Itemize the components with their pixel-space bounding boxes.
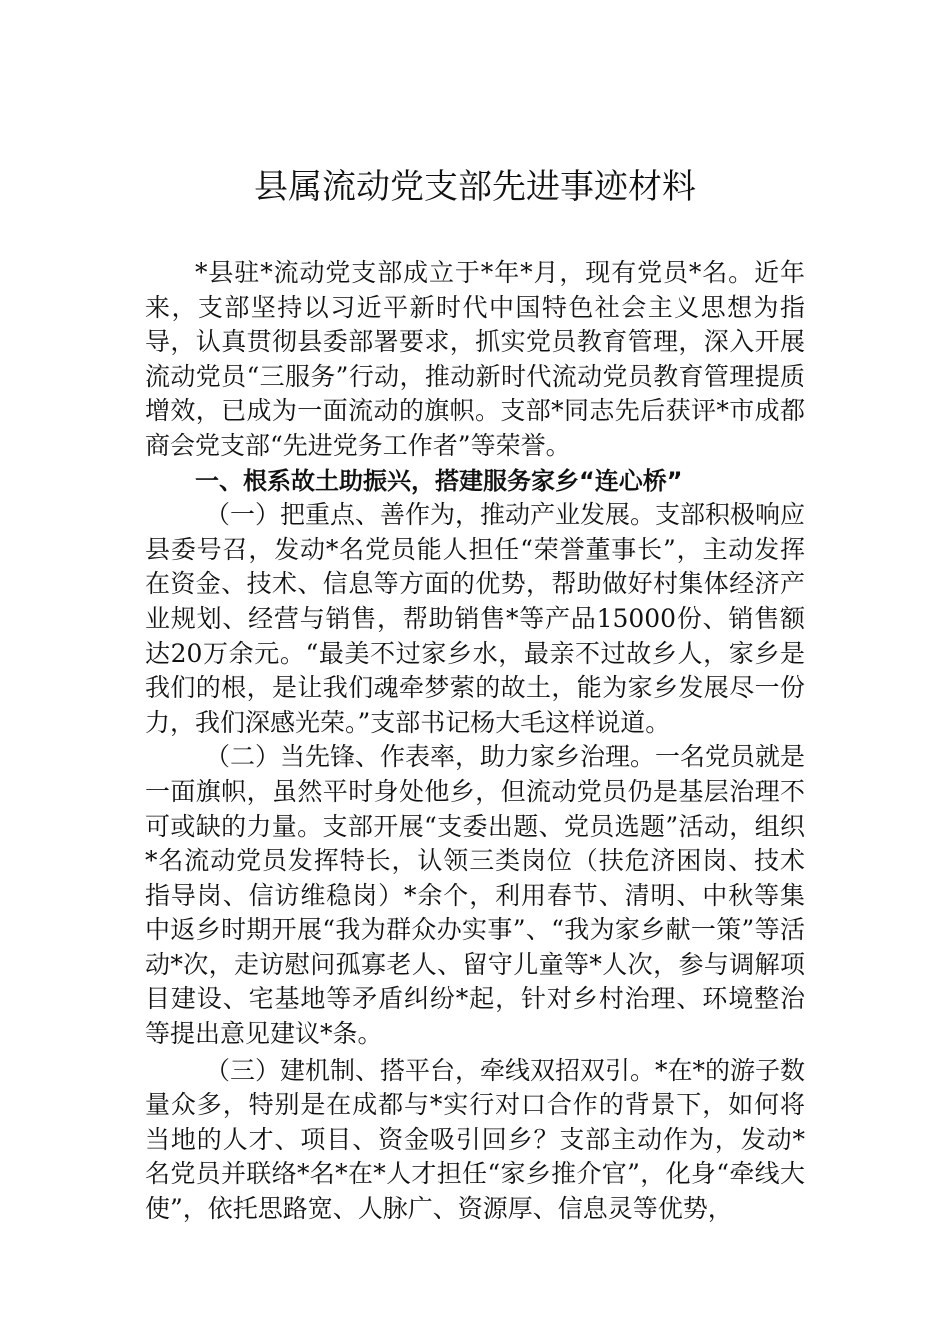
section-heading: 一、根系故土助振兴，搭建服务家乡“连心桥” xyxy=(195,466,683,495)
subsection-paragraph-2: （二）当先锋、作表率，助力家乡治理。一名党员就是一面旗帜，虽然平时身处他乡，但流动党员仍是基层治理不可或缺的力量。支部开展“支委出题、党员选题”活动，组织*名流动党员发挥特长，认领三类岗位（扶危济困岗、技术指导岗、信访维稳岗）*余个，利用春节、清明、中秋等集中返乡时期开展“我为群众办实事”、“我为家乡献一策”等活动*次，走访慰问孤寡老人、留守儿童等*人次，参与调解项目建设、宅基地等矛盾纠纷*起，针对乡村治理、环境整治等提出意见建议*条。 xyxy=(145,742,806,1049)
document-body xyxy=(145,256,805,1227)
subsection-paragraph-3: （三）建机制、搭平台，牵线双招双引。*在*的游子数量众多，特别是在成都与*实行对口合作的背景下，如何将当地的人才、项目、资金吸引回乡？支部主动作为，发动*名党员并联络*名*在*人才担任“家乡推介官”，化身“牵线大使”，依托思路宽、人脉广、资源厚、信息灵等优势， xyxy=(145,1055,806,1224)
intro-paragraph: *县驻*流动党支部成立于*年*月，现有党员*名。近年来，支部坚持以习近平新时代中国特色社会主义思想为指导，认真贯彻县委部署要求，抓实党员教育管理，深入开展流动党员“三服务”行动，推动新时代流动党员教育管理提质增效，已成为一面流动的旗帜。支部*同志先后获评*市成都商会党支部“先进党务工作者”等荣誉。 xyxy=(145,258,805,460)
page-title: 县属流动党支部先进事迹材料 xyxy=(254,167,696,207)
subsection-paragraph-1: （一）把重点、善作为，推动产业发展。支部积极响应县委号召，发动*名党员能人担任“荣誉董事长”，主动发挥在资金、技术、信息等方面的优势，帮助做好村集体经济产业规划、经营与销售，帮助销售*等产品15000份、销售额达20万余元。“最美不过家乡水，最亲不过故乡人，家乡是我们的根，是让我们魂牵梦萦的故土，能为家乡发展尽一份力，我们深感光荣。”支部书记杨大毛这样说道。 xyxy=(145,500,806,737)
